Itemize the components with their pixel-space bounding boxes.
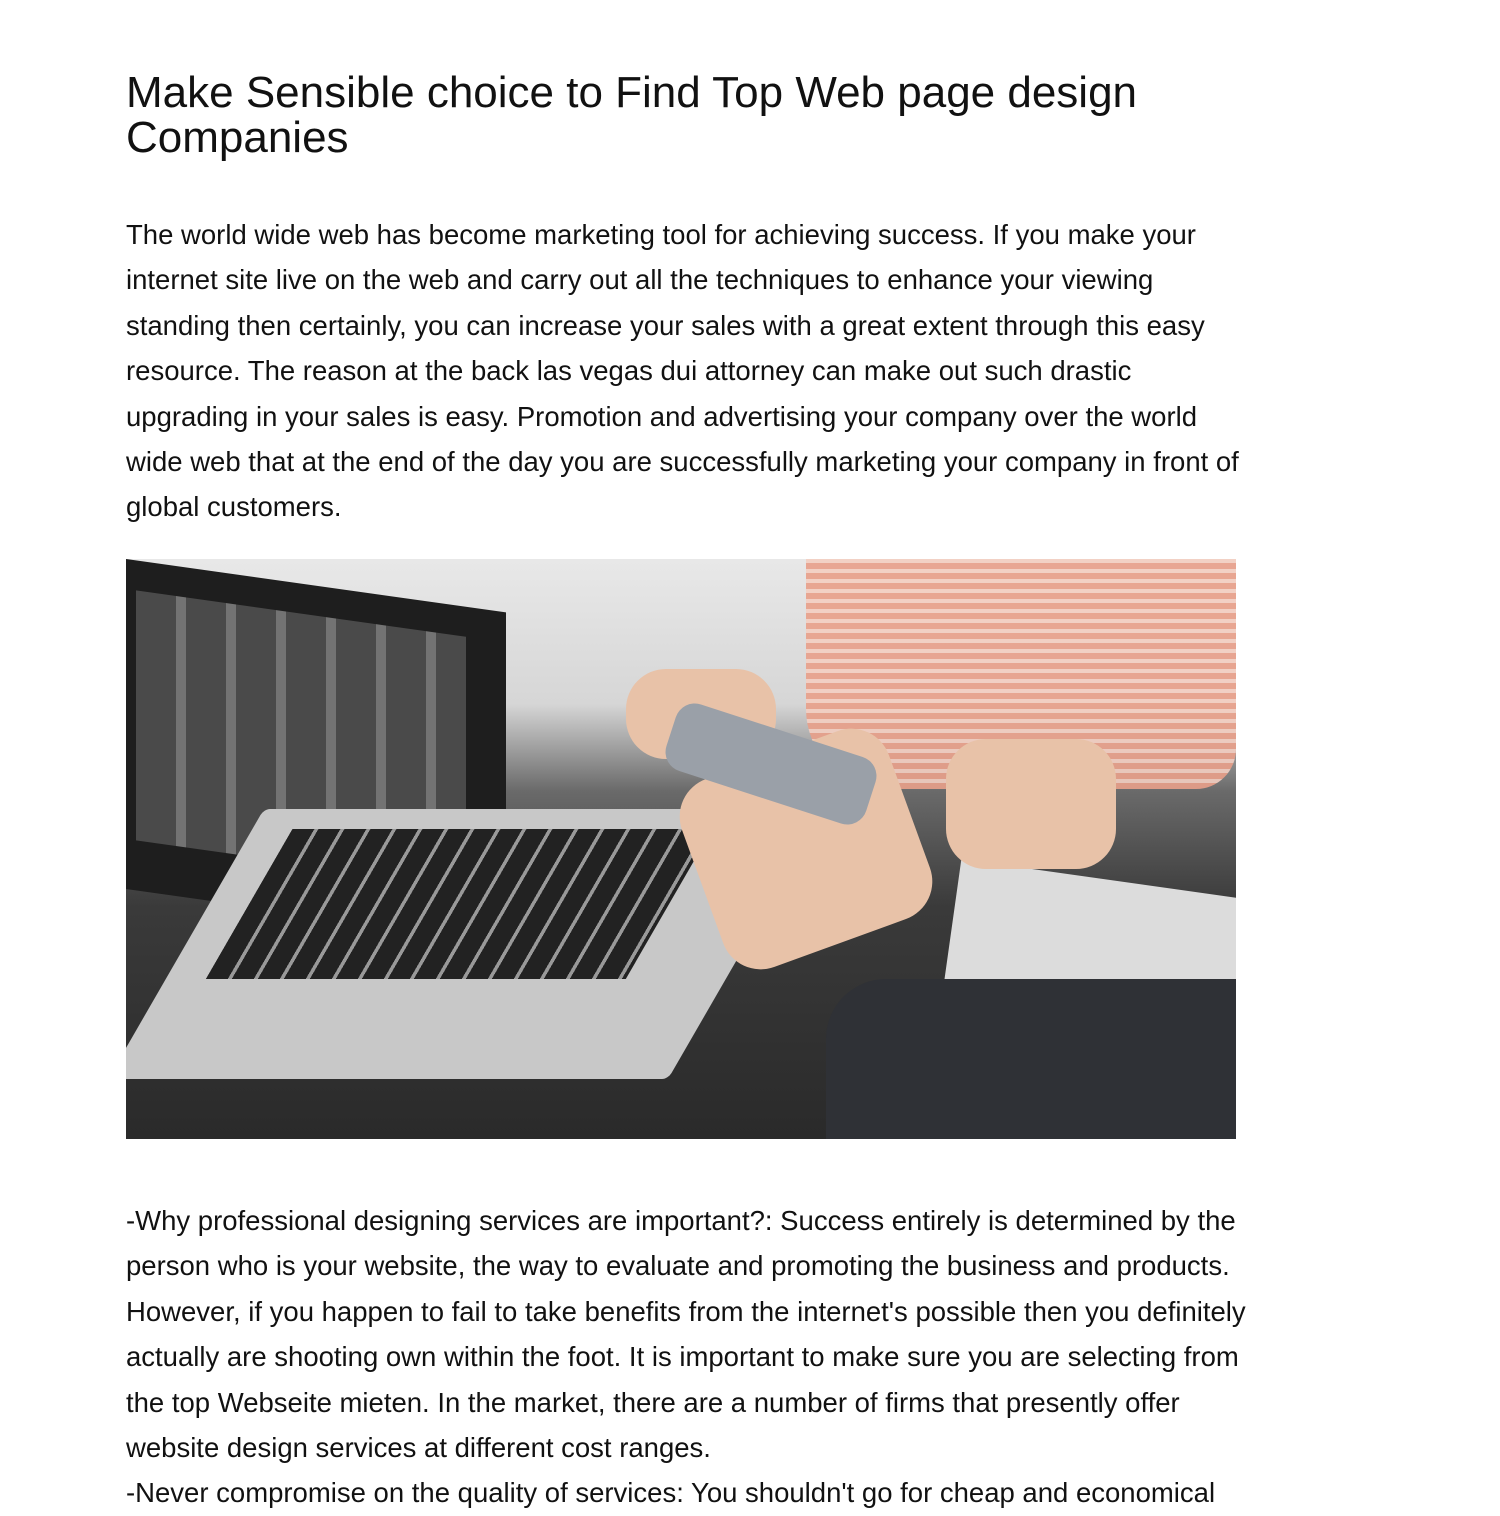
title-line: Companies — [126, 113, 349, 162]
text-line: the top Webseite mieten. In the market, there are a number of firms that presently offer — [126, 1386, 1180, 1418]
photo-sleeve — [826, 979, 1236, 1139]
page-title — [126, 70, 1137, 160]
text-line: -Why professional designing services are important?: Success entirely is determined by the — [126, 1205, 1236, 1236]
body-paragraph — [126, 1198, 1246, 1516]
text-line: However, if you happen to fail to take benefits from the internet's possible then you definitely — [126, 1295, 1246, 1327]
intro-paragraph — [126, 212, 1239, 530]
text-line: upgrading in your sales is easy. Promotion and advertising your company over the world — [126, 400, 1198, 432]
text-line: person who is your website, the way to evaluate and promoting the business and products. — [126, 1250, 1230, 1282]
title-line: Make Sensible choice to Find Top Web page design — [126, 68, 1138, 117]
text-line: standing then certainly, you can increase your sales with a great extent through this easy — [126, 309, 1205, 341]
laptop-meeting-photo — [126, 559, 1236, 1139]
text-line: -Never compromise on the quality of services: You shouldn't go for cheap and economical — [126, 1477, 1216, 1509]
text-line: actually are shooting own within the foot. It is important to make sure you are selecting from — [126, 1341, 1239, 1373]
text-line: internet site live on the web and carry out all the techniques to enhance your viewing — [126, 264, 1154, 296]
text-line: global customers. — [126, 491, 342, 523]
text-line: The world wide web has become marketing tool for achieving success. If you make your — [126, 219, 1196, 250]
text-line: website design services at different cost ranges. — [126, 1432, 711, 1464]
text-line: wide web that at the end of the day you are successfully marketing your company in front of — [126, 446, 1239, 478]
text-line: resource. The reason at the back las vegas dui attorney can make out such drastic — [126, 355, 1132, 387]
photo-hand — [946, 739, 1116, 869]
